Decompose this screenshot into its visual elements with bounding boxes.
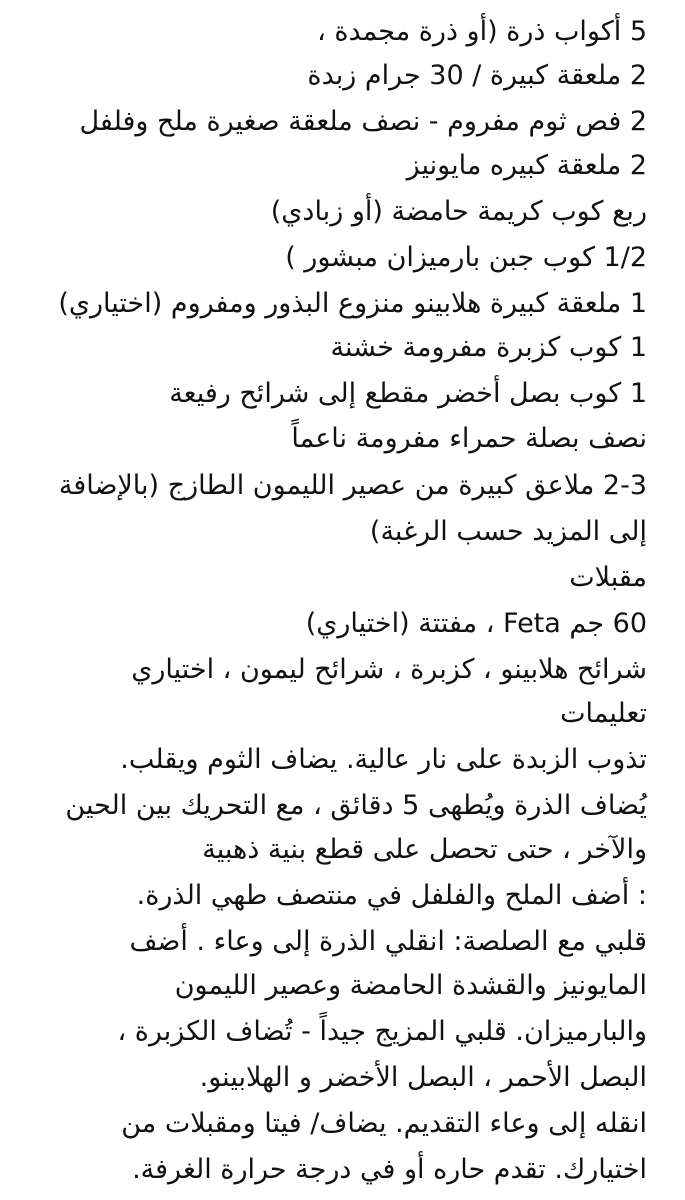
text-line: والبارميزان. قلبي المزيج جيداً - تُضاف الكزبرة ، [117,1016,647,1047]
section-heading: تعليمات [560,698,647,729]
text-line: 2 ملعقة كبيرة / 30 جرام زبدة [307,60,647,91]
text-line: 1/2 كوب جبن بارميزان مبشور ) [285,242,647,273]
text-line: 60 جم Feta ، مفتتة (اختياري) [305,608,647,639]
text-line: قلبي مع الصلصة: انقلي الذرة إلى وعاء . أضف [129,926,647,957]
text-line: شرائح هلابينو ، كزبرة ، شرائح ليمون ، اختياري [131,654,647,685]
section-heading: مقبلات [569,562,647,593]
text-line: والآخر ، حتى تحصل على قطع بنية ذهبية [202,834,647,865]
text-line: 2 ملعقة كبيره مايونيز [406,150,647,181]
text-line: 2-3 ملاعق كبيرة من عصير الليمون الطازج (بالإضافة [58,470,647,501]
text-line: تذوب الزبدة على نار عالية. يضاف الثوم ويقلب. [120,744,647,775]
text-line: البصل الأحمر ، البصل الأخضر و الهلابينو. [199,1062,647,1093]
text-line: 2 فص ثوم مفروم - نصف ملعقة صغيرة ملح وفلفل [79,106,647,137]
text-line: انقله إلى وعاء التقديم. يضاف/ فيتا ومقبلات من [121,1108,647,1139]
text-line: نصف بصلة حمراء مفرومة ناعماً [291,423,647,454]
text-line: المايونيز والقشدة الحامضة وعصير الليمون [174,970,647,1001]
text-line: اختيارك. تقدم حاره أو في درجة حرارة الغرفة. [132,1154,647,1185]
text-line: 5 أكواب ذرة (أو ذرة مجمدة ، [317,16,647,47]
text-line: يُضاف الذرة ويُطهى 5 دقائق ، مع التحريك بين الحين [65,790,647,821]
text-line: 1 كوب كزبرة مفرومة خشنة [330,332,647,363]
text-line: : أضف الملح والفلفل في منتصف طهي الذرة. [136,880,647,911]
text-line: ربع كوب كريمة حامضة (أو زبادي) [270,196,647,227]
text-line: إلى المزيد حسب الرغبة) [369,516,647,547]
text-line: 1 كوب بصل أخضر مقطع إلى شرائح رفيعة [169,378,647,409]
text-line: 1 ملعقة كبيرة هلابينو منزوع البذور ومفروم (اختياري) [58,288,647,319]
